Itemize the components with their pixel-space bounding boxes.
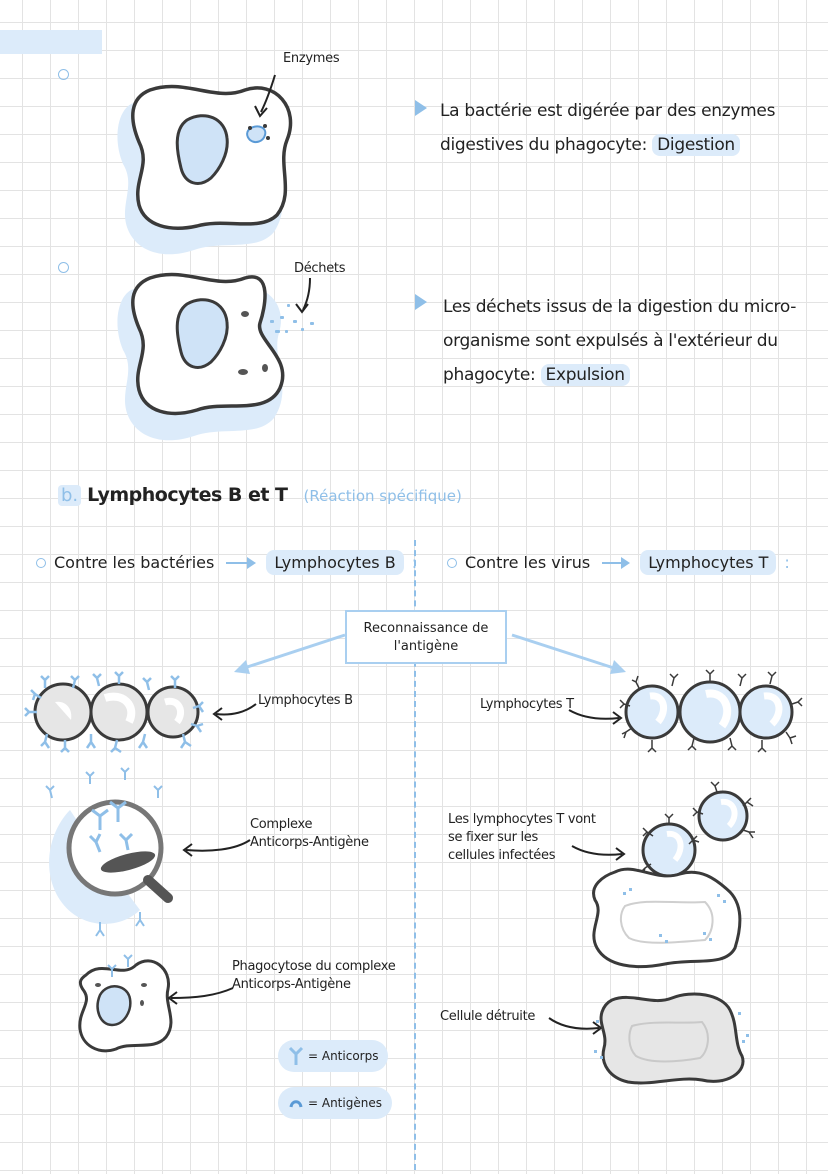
phagocytosis-label-line-2: Anticorps-Antigène [232, 977, 351, 992]
dechets-label: Déchets [294, 261, 346, 276]
lymphocytes-t-label: Lymphocytes T [480, 697, 574, 712]
right-target-badge: Lymphocytes T [640, 550, 776, 575]
bullet-circle [58, 262, 69, 273]
antibody-antigen-magnifier [40, 770, 180, 940]
section-b-letter: b. [58, 485, 81, 506]
legend-antibodies [278, 1040, 388, 1072]
expulsion-line-3 [443, 358, 813, 392]
arrow-bullet-icon [415, 294, 427, 310]
expulsion-text [443, 290, 813, 392]
digestion-line-1: La bactérie est digérée par des enzymes [440, 101, 776, 121]
right-heading-text: Contre les virus [465, 553, 591, 572]
legend-antigens [278, 1087, 392, 1119]
phagocytosis-label [232, 958, 395, 994]
recognition-arrows [230, 630, 630, 680]
left-heading-text: Contre les bactéries [54, 553, 215, 572]
pointer-arrow [165, 986, 235, 1006]
left-target-badge: Lymphocytes B [266, 550, 403, 575]
infected-cell-figure [585, 782, 760, 972]
destroyed-cell-label: Cellule détruite [440, 1009, 536, 1024]
complex-label [250, 816, 369, 852]
section-b-heading [58, 484, 462, 506]
pointer-arrow [180, 836, 252, 860]
expulsion-line-3-text: phagocyte: [443, 365, 536, 385]
phagocyte-digestion-figure [115, 80, 305, 250]
lymphocytes-t-figure [622, 672, 802, 752]
legend-antibodies-text: = Anticorps [308, 1049, 379, 1063]
antigen-icon [288, 1096, 304, 1110]
recognition-line-1: Reconnaissance de [363, 621, 489, 636]
left-column-heading [36, 550, 417, 575]
enzymes-label: Enzymes [283, 51, 340, 66]
pointer-arrow [210, 700, 258, 724]
expulsion-line-2: organisme sont expulsés à l'extérieur du [443, 331, 778, 351]
recognition-line-2: l'antigène [393, 639, 459, 654]
fix-label-line-3: cellules infectées [448, 848, 556, 863]
lymphocytes-b-label: Lymphocytes B [258, 693, 353, 708]
digestion-keyword: Digestion [652, 134, 740, 156]
legend-antigens-text: = Antigènes [308, 1096, 382, 1110]
fix-label-line-1: Les lymphocytes T vont [448, 812, 596, 827]
right-colon: : [784, 553, 790, 572]
pointer-arrow [565, 706, 625, 726]
bullet-circle [447, 558, 457, 568]
arrow-right-icon [226, 562, 254, 564]
bullet-circle [58, 69, 69, 80]
antibody-icon [288, 1046, 304, 1066]
bullet-circle [36, 558, 46, 568]
digestion-text [440, 94, 800, 162]
section-b-subtitle: (Réaction spécifique) [303, 487, 462, 505]
phagocytosis-label-line-1: Phagocytose du complexe [232, 959, 396, 974]
right-column-heading [447, 550, 790, 575]
expulsion-keyword: Expulsion [541, 364, 630, 386]
destroyed-cell-figure [592, 990, 752, 1090]
expulsion-line-1: Les déchets issus de la digestion du micro- [443, 297, 797, 317]
digestion-line-2 [440, 128, 800, 162]
arrow-bullet-icon [415, 100, 427, 116]
left-colon: : [411, 553, 418, 572]
page-tab-highlight [0, 30, 102, 54]
complex-label-line-1: Complexe [250, 817, 313, 832]
lymphocytes-b-figure [25, 672, 205, 752]
arrow-right-icon [602, 562, 628, 564]
phagocyte-expulsion-figure [115, 268, 325, 438]
digestion-line-2-text: digestives du phagocyte: [440, 135, 647, 155]
section-b-title: Lymphocytes B et T [87, 484, 288, 506]
fix-label-line-2: se fixer sur les [448, 830, 538, 845]
complex-label-line-2: Anticorps-Antigène [250, 835, 369, 850]
